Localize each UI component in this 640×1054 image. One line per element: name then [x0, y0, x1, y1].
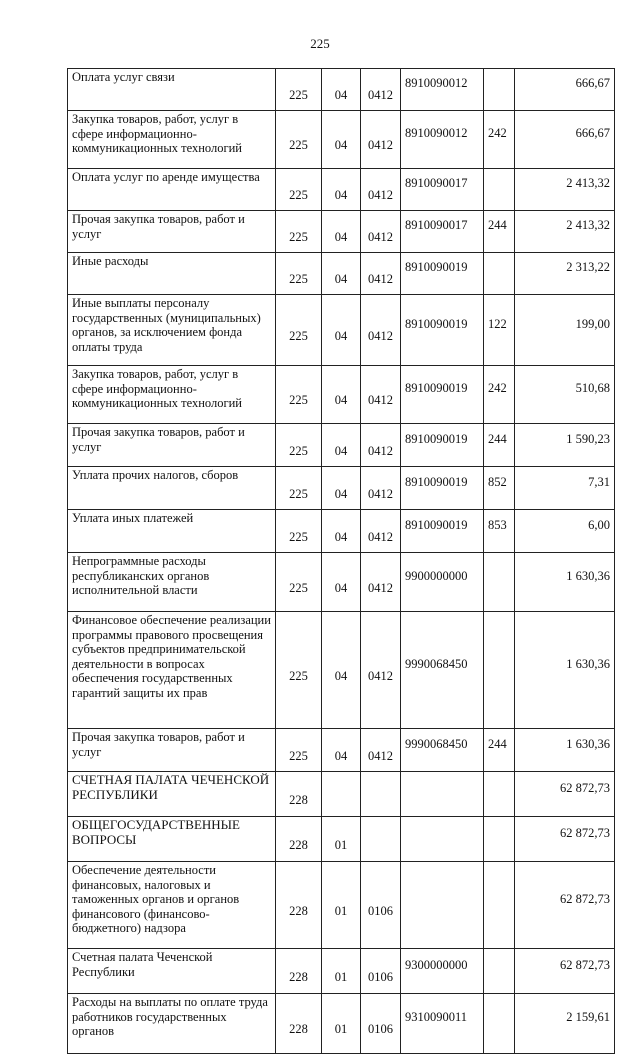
row-sum: 2 413,32 [515, 211, 615, 253]
row-rz: 04 [322, 467, 361, 510]
row-name: Обеспечение деятельности финансовых, налоговых и таможенных органов и органов финансового (финансово-бюджетного) надзора [68, 862, 276, 949]
row-sum: 1 630,36 [515, 729, 615, 772]
row-csr: 9990068450 [401, 729, 484, 772]
row-sum: 62 872,73 [515, 862, 615, 949]
row-pr [361, 817, 401, 862]
row-rz: 04 [322, 169, 361, 211]
row-csr: 8910090012 [401, 69, 484, 111]
row-csr: 8910090019 [401, 366, 484, 424]
row-pr: 0412 [361, 253, 401, 295]
row-csr: 8910090017 [401, 211, 484, 253]
row-sum: 1 630,36 [515, 612, 615, 729]
row-vr [484, 994, 515, 1054]
row-csr: 8910090012 [401, 111, 484, 169]
row-vr [484, 817, 515, 862]
row-gr: 225 [276, 424, 322, 467]
row-sum: 1 630,36 [515, 553, 615, 612]
row-pr: 0412 [361, 612, 401, 729]
row-rz: 04 [322, 69, 361, 111]
row-rz [322, 772, 361, 817]
table-row [68, 169, 615, 211]
row-gr: 225 [276, 612, 322, 729]
row-csr: 9300000000 [401, 949, 484, 994]
row-sum: 199,00 [515, 295, 615, 366]
row-vr: 852 [484, 467, 515, 510]
row-csr [401, 772, 484, 817]
row-pr: 0106 [361, 994, 401, 1054]
row-rz: 04 [322, 553, 361, 612]
row-vr [484, 69, 515, 111]
table-row [68, 862, 615, 949]
row-csr [401, 817, 484, 862]
row-gr: 228 [276, 862, 322, 949]
page-number: 225 [310, 36, 330, 51]
row-csr [401, 862, 484, 949]
table-row [68, 295, 615, 366]
table-row [68, 553, 615, 612]
table-row [68, 612, 615, 729]
table-row [68, 772, 615, 817]
row-pr: 0106 [361, 862, 401, 949]
row-gr: 225 [276, 510, 322, 553]
row-gr: 225 [276, 253, 322, 295]
row-rz: 01 [322, 862, 361, 949]
table-row [68, 211, 615, 253]
row-vr [484, 169, 515, 211]
row-gr: 225 [276, 467, 322, 510]
row-vr: 122 [484, 295, 515, 366]
row-rz: 04 [322, 366, 361, 424]
row-csr: 8910090019 [401, 467, 484, 510]
row-vr: 244 [484, 729, 515, 772]
table-row [68, 253, 615, 295]
row-name: Расходы на выплаты по оплате труда работников государственных органов [68, 994, 276, 1054]
row-gr: 225 [276, 295, 322, 366]
row-rz: 04 [322, 612, 361, 729]
row-name: Прочая закупка товаров, работ и услуг [68, 729, 276, 772]
row-name: Оплата услуг по аренде имущества [68, 169, 276, 211]
table-row [68, 994, 615, 1054]
row-vr: 242 [484, 111, 515, 169]
row-gr: 225 [276, 111, 322, 169]
row-vr: 244 [484, 211, 515, 253]
row-csr: 9900000000 [401, 553, 484, 612]
table-row [68, 366, 615, 424]
table-row [68, 424, 615, 467]
table-row [68, 467, 615, 510]
row-gr: 228 [276, 994, 322, 1054]
row-csr: 8910090019 [401, 424, 484, 467]
row-name: Закупка товаров, работ, услуг в сфере информационно-коммуникационных технологий [68, 111, 276, 169]
row-vr [484, 612, 515, 729]
row-pr: 0412 [361, 295, 401, 366]
row-rz: 04 [322, 111, 361, 169]
row-pr [361, 772, 401, 817]
row-sum: 6,00 [515, 510, 615, 553]
row-sum: 2 159,61 [515, 994, 615, 1054]
row-name: Оплата услуг связи [68, 69, 276, 111]
row-sum: 62 872,73 [515, 772, 615, 817]
row-sum: 666,67 [515, 111, 615, 169]
row-pr: 0412 [361, 467, 401, 510]
row-pr: 0412 [361, 729, 401, 772]
row-vr [484, 862, 515, 949]
row-rz: 04 [322, 211, 361, 253]
row-pr: 0106 [361, 949, 401, 994]
row-name: Уплата иных платежей [68, 510, 276, 553]
row-pr: 0412 [361, 169, 401, 211]
row-name: СЧЕТНАЯ ПАЛАТА ЧЕЧЕНСКОЙ РЕСПУБЛИКИ [68, 772, 276, 817]
row-rz: 01 [322, 949, 361, 994]
row-pr: 0412 [361, 111, 401, 169]
row-vr: 242 [484, 366, 515, 424]
table-row [68, 111, 615, 169]
row-name: Счетная палата Чеченской Республики [68, 949, 276, 994]
row-csr: 8910090017 [401, 169, 484, 211]
row-csr: 8910090019 [401, 510, 484, 553]
row-vr: 853 [484, 510, 515, 553]
row-rz: 04 [322, 510, 361, 553]
row-name: Прочая закупка товаров, работ и услуг [68, 424, 276, 467]
table-row [68, 69, 615, 111]
row-pr: 0412 [361, 366, 401, 424]
row-vr: 244 [484, 424, 515, 467]
row-rz: 04 [322, 729, 361, 772]
budget-table [67, 68, 615, 1054]
row-gr: 225 [276, 729, 322, 772]
row-vr [484, 253, 515, 295]
table-row [68, 817, 615, 862]
row-rz: 01 [322, 817, 361, 862]
row-pr: 0412 [361, 553, 401, 612]
row-csr: 9310090011 [401, 994, 484, 1054]
row-rz: 04 [322, 253, 361, 295]
row-gr: 228 [276, 772, 322, 817]
row-name: Уплата прочих налогов, сборов [68, 467, 276, 510]
row-rz: 04 [322, 424, 361, 467]
row-gr: 225 [276, 553, 322, 612]
row-gr: 225 [276, 211, 322, 253]
row-csr: 9990068450 [401, 612, 484, 729]
row-pr: 0412 [361, 69, 401, 111]
row-pr: 0412 [361, 211, 401, 253]
row-sum: 510,68 [515, 366, 615, 424]
row-pr: 0412 [361, 424, 401, 467]
row-name: Непрограммные расходы республиканских органов исполнительной власти [68, 553, 276, 612]
row-sum: 7,31 [515, 467, 615, 510]
row-vr [484, 772, 515, 817]
row-name: Иные расходы [68, 253, 276, 295]
row-sum: 62 872,73 [515, 817, 615, 862]
table-row [68, 510, 615, 553]
row-name: Прочая закупка товаров, работ и услуг [68, 211, 276, 253]
row-sum: 2 313,22 [515, 253, 615, 295]
row-vr [484, 949, 515, 994]
table-row [68, 949, 615, 994]
row-gr: 228 [276, 817, 322, 862]
row-rz: 04 [322, 295, 361, 366]
row-sum: 1 590,23 [515, 424, 615, 467]
row-sum: 666,67 [515, 69, 615, 111]
row-sum: 2 413,32 [515, 169, 615, 211]
table-row [68, 729, 615, 772]
row-name: Иные выплаты персоналу государственных (муниципальных) органов, за исключением фонда оплаты труда [68, 295, 276, 366]
row-gr: 225 [276, 69, 322, 111]
row-pr: 0412 [361, 510, 401, 553]
row-name: Закупка товаров, работ, услуг в сфере информационно-коммуникационных технологий [68, 366, 276, 424]
row-vr [484, 553, 515, 612]
row-gr: 225 [276, 366, 322, 424]
row-gr: 228 [276, 949, 322, 994]
row-csr: 8910090019 [401, 295, 484, 366]
row-rz: 01 [322, 994, 361, 1054]
row-sum: 62 872,73 [515, 949, 615, 994]
row-name: ОБЩЕГОСУДАРСТВЕННЫЕ ВОПРОСЫ [68, 817, 276, 862]
row-csr: 8910090019 [401, 253, 484, 295]
row-name: Финансовое обеспечение реализации программы правового просвещения субъектов предпринимательской деятельности в вопросах обеспечения государственных гарантий защиты их прав [68, 612, 276, 729]
row-gr: 225 [276, 169, 322, 211]
